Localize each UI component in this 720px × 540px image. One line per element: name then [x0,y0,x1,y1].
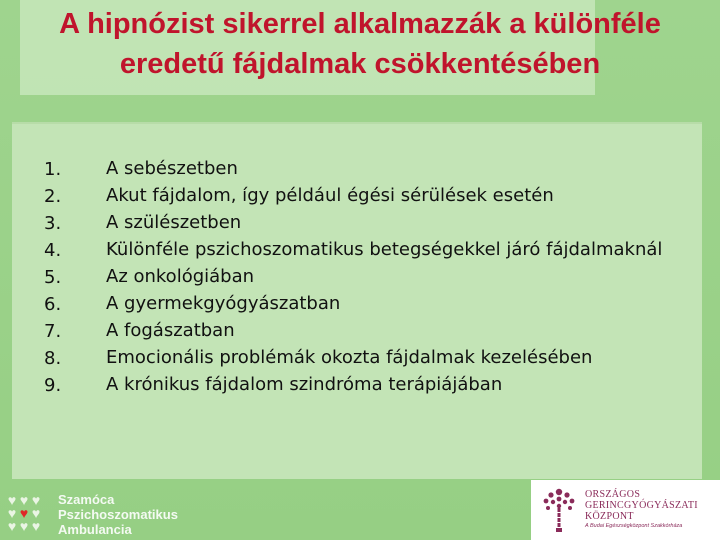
list-item [44,318,684,345]
list-item-number: 5. [44,267,62,288]
slide-title [0,4,720,84]
list-item-text: Emocionális problémák okozta fájdalmak kezelésében [106,347,593,368]
list-item [44,264,684,291]
list-item [44,237,684,264]
list-item [44,183,684,210]
list-item-number: 1. [44,159,62,180]
list-item-text: A fogászatban [106,320,235,341]
logo-right-line-1: ORSZÁGOS [585,489,641,500]
list-item-number: 8. [44,348,62,369]
list-item [44,156,684,183]
list-item-number: 4. [44,240,62,261]
logo-left-line-2: Pszichoszomatikus [58,507,178,522]
list-item-number: 9. [44,375,62,396]
list-item-number: 2. [44,186,62,207]
list-item [44,372,684,399]
list-item-number: 7. [44,321,62,342]
list-item [44,345,684,372]
numbered-list [44,156,684,399]
list-item-number: 3. [44,213,62,234]
ogyk-logo-subtitle: A Budai Egészségközpont Szakkórháza [585,523,683,529]
list-item-text: Akut fájdalom, így például égési sérülések esetén [106,185,554,206]
list-item [44,210,684,237]
list-item-text: A sebészetben [106,158,238,179]
ogyk-logo [531,480,720,540]
spine-tree-icon [537,486,581,534]
list-item-text: Az onkológiában [106,266,255,287]
szamoca-logo-text [58,492,178,537]
ogyk-logo-text [585,489,698,522]
hearts-icon: ♥ ♥ ♥ ♥ ♥ ♥ ♥ ♥ ♥ [7,492,41,534]
list-item-number: 6. [44,294,62,315]
logo-left-line-1: Szamóca [58,492,115,507]
list-item-text: A szülészetben [106,212,242,233]
list-item-text: A gyermekgyógyászatban [106,293,341,314]
title-line-1: A hipnózist sikerrel alkalmazzák a különféle [59,8,661,40]
list-item [44,291,684,318]
szamoca-logo [6,492,206,538]
list-item-text: Különféle pszichoszomatikus betegségekkel járó fájdalmaknál [106,239,663,260]
logo-right-line-3: KÖZPONT [585,511,634,522]
logo-left-line-3: Ambulancia [58,522,132,537]
list-item-text: A krónikus fájdalom szindróma terápiájában [106,374,503,395]
logo-right-line-2: GERINCGYÓGYÁSZATI [585,500,698,511]
title-line-2: eredetű fájdalmak csökkentésében [119,48,601,80]
